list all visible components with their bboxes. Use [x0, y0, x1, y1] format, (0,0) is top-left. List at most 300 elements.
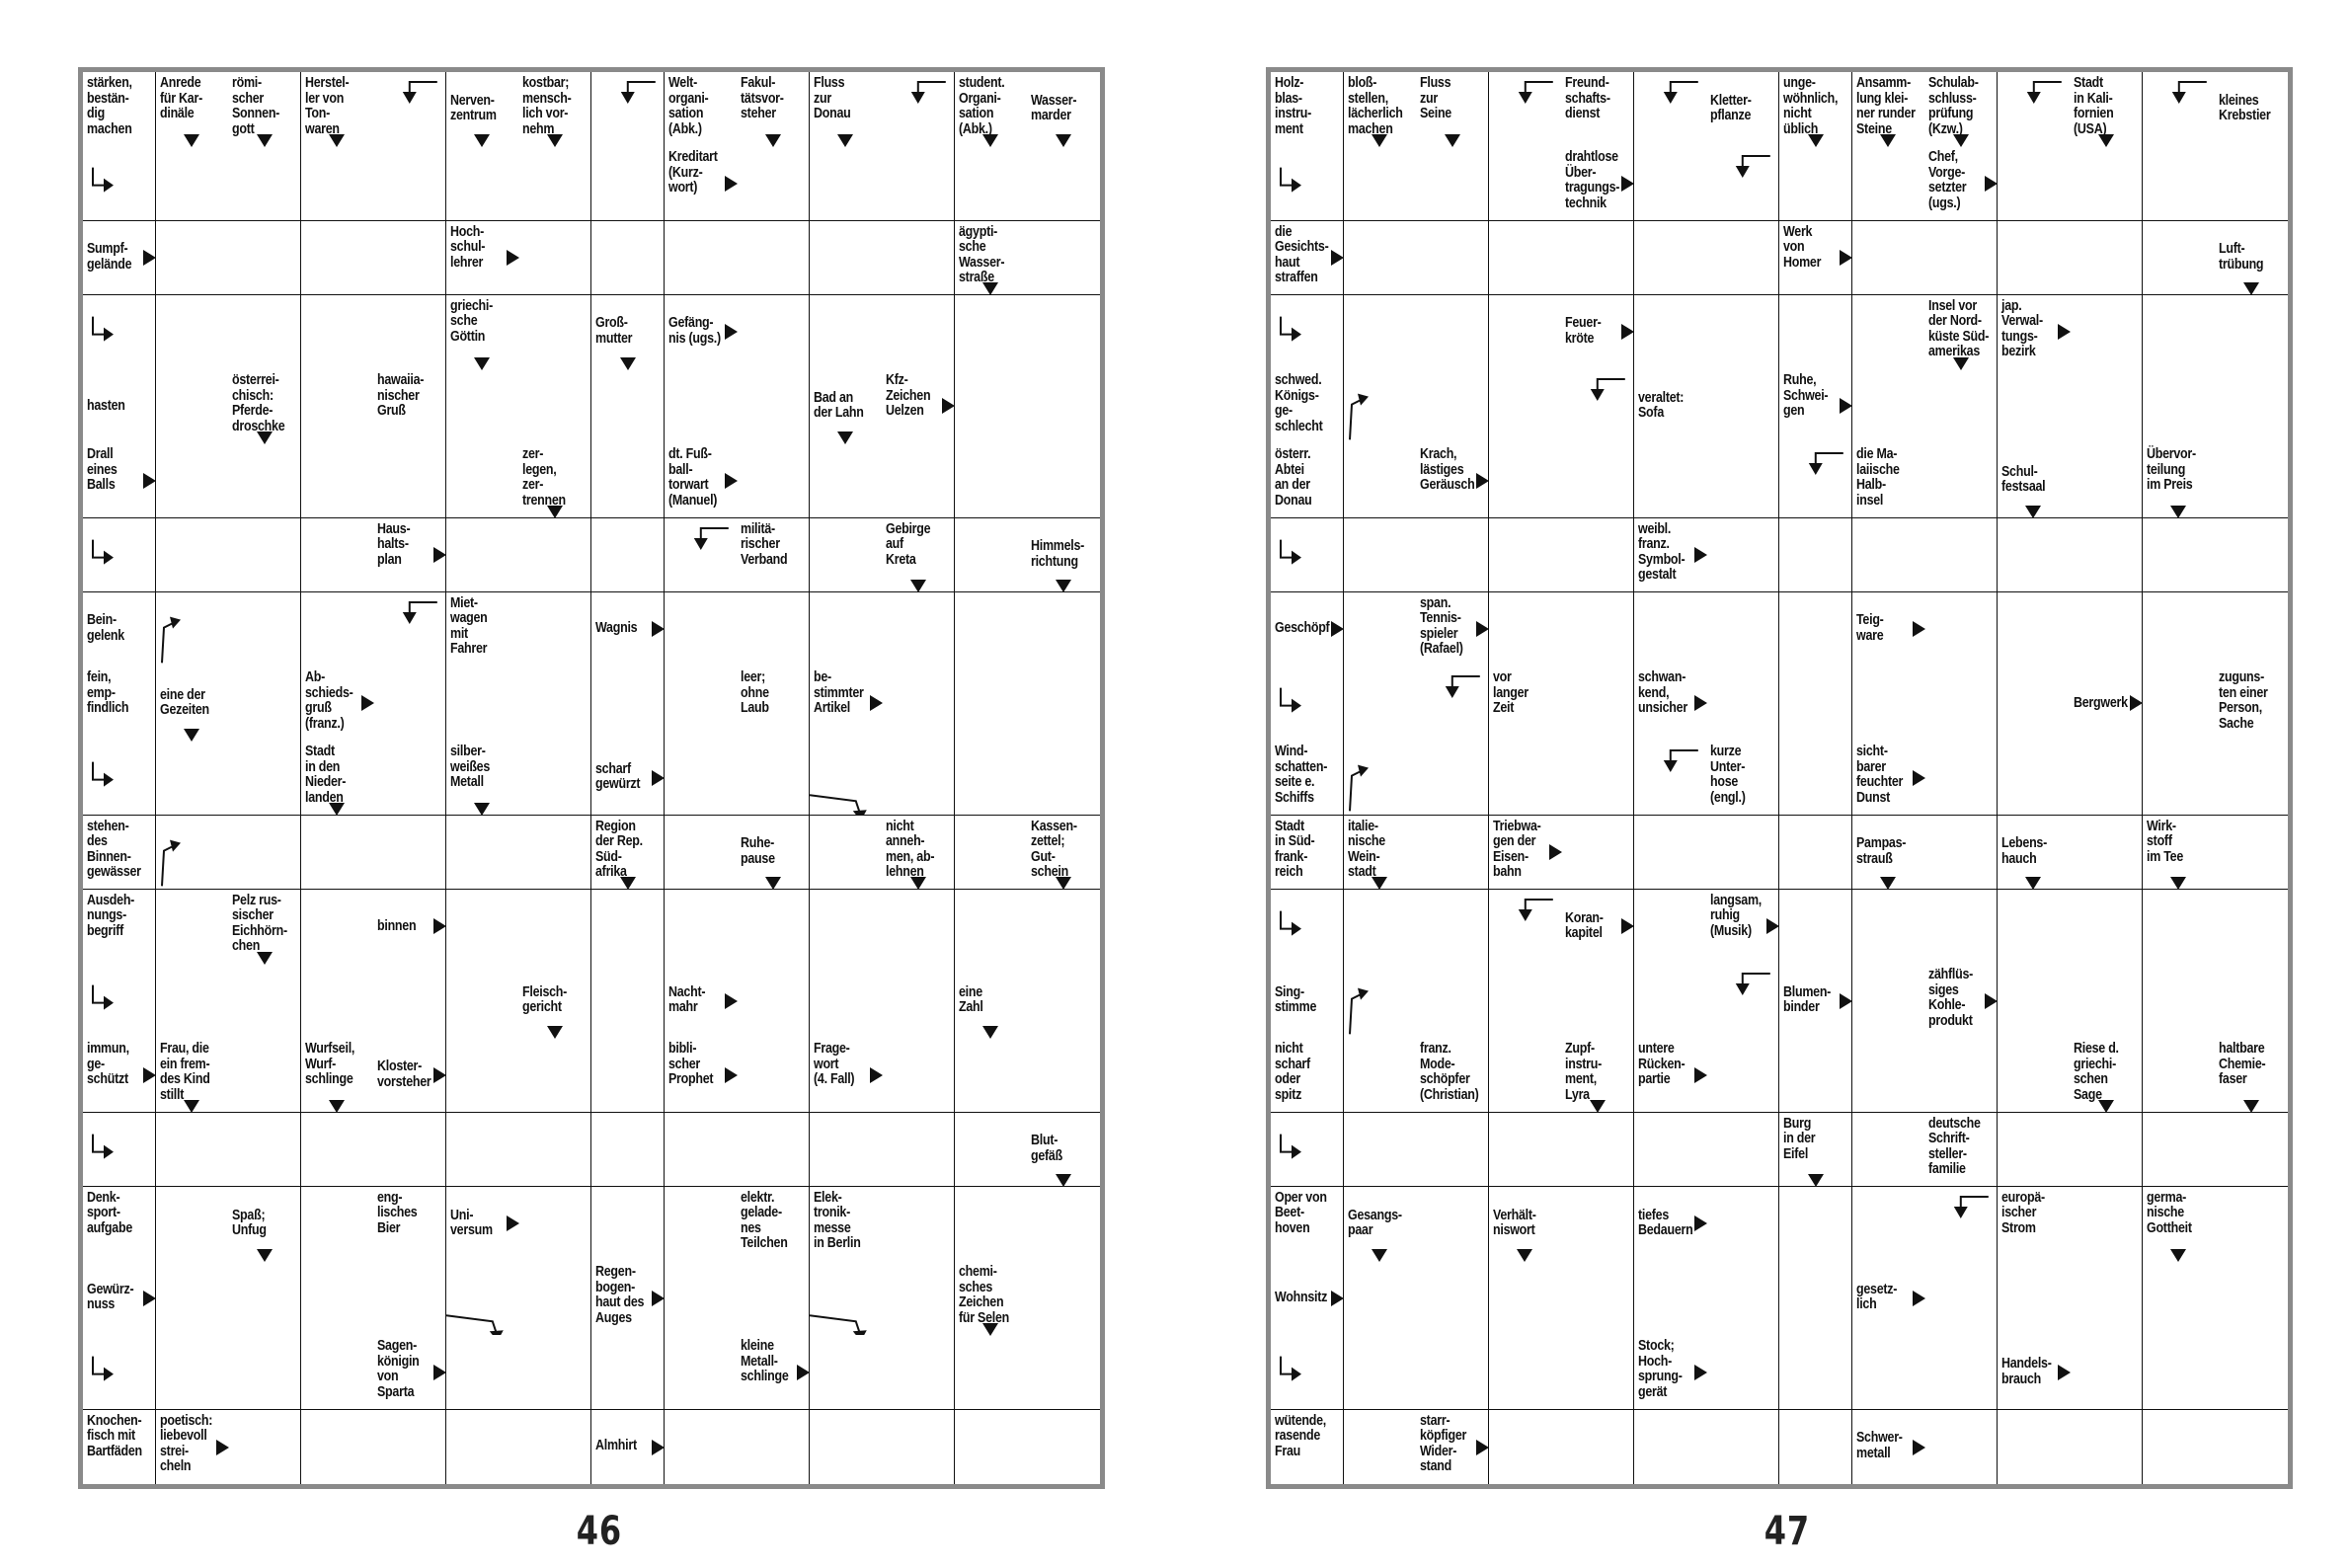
answer-cell[interactable]: [1852, 1038, 1925, 1113]
answer-cell[interactable]: [1634, 964, 1707, 1039]
answer-cell[interactable]: [228, 741, 301, 816]
answer-cell[interactable]: [2070, 816, 2143, 891]
answer-cell[interactable]: [591, 443, 665, 518]
answer-cell[interactable]: [156, 295, 229, 370]
answer-cell[interactable]: [1271, 295, 1344, 370]
answer-cell[interactable]: [2143, 1113, 2216, 1188]
answer-cell[interactable]: [665, 221, 738, 296]
answer-cell[interactable]: [446, 1261, 519, 1336]
answer-cell[interactable]: [1027, 1038, 1100, 1113]
answer-cell[interactable]: [955, 816, 1028, 891]
answer-cell[interactable]: [2143, 1335, 2216, 1410]
answer-cell[interactable]: [1998, 1113, 2071, 1188]
answer-cell[interactable]: [446, 1335, 519, 1410]
answer-cell[interactable]: [665, 1187, 738, 1262]
answer-cell[interactable]: [1779, 1410, 1852, 1485]
answer-cell[interactable]: [2070, 890, 2143, 965]
answer-cell[interactable]: [1924, 1261, 1998, 1336]
answer-cell[interactable]: [1489, 295, 1562, 370]
answer-cell[interactable]: [882, 146, 955, 221]
answer-cell[interactable]: [591, 518, 665, 593]
answer-cell[interactable]: [1489, 146, 1562, 221]
answer-cell[interactable]: [1271, 518, 1344, 593]
answer-cell[interactable]: [2143, 1261, 2216, 1336]
answer-cell[interactable]: [810, 1261, 883, 1336]
answer-cell[interactable]: [737, 890, 810, 965]
answer-cell[interactable]: [228, 443, 301, 518]
answer-cell[interactable]: [1852, 221, 1925, 296]
answer-cell[interactable]: [1998, 221, 2071, 296]
answer-cell[interactable]: [1852, 1113, 1925, 1188]
answer-cell[interactable]: [2143, 146, 2216, 221]
answer-cell[interactable]: [156, 890, 229, 965]
answer-cell[interactable]: [1779, 890, 1852, 965]
answer-cell[interactable]: [1271, 146, 1344, 221]
answer-cell[interactable]: [882, 221, 955, 296]
answer-cell[interactable]: [301, 1187, 374, 1262]
answer-cell[interactable]: [1634, 443, 1707, 518]
answer-cell[interactable]: [1998, 369, 2071, 444]
answer-cell[interactable]: [810, 741, 883, 816]
answer-cell[interactable]: [1706, 146, 1779, 221]
answer-cell[interactable]: [1706, 518, 1779, 593]
answer-cell[interactable]: [1634, 741, 1707, 816]
answer-cell[interactable]: [737, 1410, 810, 1485]
answer-cell[interactable]: [1489, 1335, 1562, 1410]
answer-cell[interactable]: [228, 816, 301, 891]
answer-cell[interactable]: [1998, 1410, 2071, 1485]
answer-cell[interactable]: [156, 592, 229, 667]
answer-cell[interactable]: [1416, 1261, 1489, 1336]
answer-cell[interactable]: [882, 666, 955, 742]
answer-cell[interactable]: [955, 369, 1028, 444]
answer-cell[interactable]: [665, 592, 738, 667]
answer-cell[interactable]: [665, 1410, 738, 1485]
answer-cell[interactable]: [1416, 1113, 1489, 1188]
answer-cell[interactable]: [1489, 1410, 1562, 1485]
answer-cell[interactable]: [373, 1113, 446, 1188]
answer-cell[interactable]: [1489, 592, 1562, 667]
answer-cell[interactable]: [1344, 1335, 1417, 1410]
answer-cell[interactable]: [373, 1261, 446, 1336]
answer-cell[interactable]: [882, 1335, 955, 1410]
answer-cell[interactable]: [591, 72, 665, 147]
answer-cell[interactable]: [737, 369, 810, 444]
answer-cell[interactable]: [1027, 443, 1100, 518]
answer-cell[interactable]: [2070, 1261, 2143, 1336]
answer-cell[interactable]: [1924, 666, 1998, 742]
answer-cell[interactable]: [373, 443, 446, 518]
answer-cell[interactable]: [955, 1335, 1028, 1410]
answer-cell[interactable]: [156, 1187, 229, 1262]
answer-cell[interactable]: [737, 221, 810, 296]
answer-cell[interactable]: [373, 146, 446, 221]
answer-cell[interactable]: [1027, 146, 1100, 221]
answer-cell[interactable]: [373, 741, 446, 816]
answer-cell[interactable]: [518, 146, 591, 221]
answer-cell[interactable]: [1271, 1335, 1344, 1410]
answer-cell[interactable]: [1924, 592, 1998, 667]
answer-cell[interactable]: [1998, 146, 2071, 221]
answer-cell[interactable]: [2143, 666, 2216, 742]
answer-cell[interactable]: [1998, 964, 2071, 1039]
answer-cell[interactable]: [2070, 221, 2143, 296]
answer-cell[interactable]: [1027, 890, 1100, 965]
answer-cell[interactable]: [955, 1187, 1028, 1262]
answer-cell[interactable]: [228, 295, 301, 370]
answer-cell[interactable]: [446, 816, 519, 891]
answer-cell[interactable]: [1924, 1335, 1998, 1410]
answer-cell[interactable]: [301, 1410, 374, 1485]
answer-cell[interactable]: [1344, 1038, 1417, 1113]
answer-cell[interactable]: [301, 295, 374, 370]
answer-cell[interactable]: [2070, 1335, 2143, 1410]
answer-cell[interactable]: [1634, 592, 1707, 667]
answer-cell[interactable]: [882, 295, 955, 370]
answer-cell[interactable]: [2215, 1261, 2288, 1336]
answer-cell[interactable]: [518, 369, 591, 444]
answer-cell[interactable]: [1344, 295, 1417, 370]
answer-cell[interactable]: [2070, 592, 2143, 667]
answer-cell[interactable]: [1561, 741, 1634, 816]
answer-cell[interactable]: [1852, 518, 1925, 593]
answer-cell[interactable]: [1489, 221, 1562, 296]
answer-cell[interactable]: [156, 1113, 229, 1188]
answer-cell[interactable]: [156, 443, 229, 518]
answer-cell[interactable]: [1027, 221, 1100, 296]
answer-cell[interactable]: [156, 964, 229, 1039]
answer-cell[interactable]: [518, 666, 591, 742]
answer-cell[interactable]: [665, 890, 738, 965]
answer-cell[interactable]: [665, 741, 738, 816]
answer-cell[interactable]: [1998, 592, 2071, 667]
answer-cell[interactable]: [591, 1335, 665, 1410]
answer-cell[interactable]: [1924, 890, 1998, 965]
answer-cell[interactable]: [2070, 369, 2143, 444]
answer-cell[interactable]: [301, 443, 374, 518]
answer-cell[interactable]: [2070, 741, 2143, 816]
answer-cell[interactable]: [1852, 1335, 1925, 1410]
answer-cell[interactable]: [156, 741, 229, 816]
answer-cell[interactable]: [518, 295, 591, 370]
answer-cell[interactable]: [737, 1038, 810, 1113]
answer-cell[interactable]: [2070, 146, 2143, 221]
answer-cell[interactable]: [1416, 741, 1489, 816]
answer-cell[interactable]: [228, 1038, 301, 1113]
answer-cell[interactable]: [810, 964, 883, 1039]
answer-cell[interactable]: [1561, 1187, 1634, 1262]
answer-cell[interactable]: [446, 1410, 519, 1485]
answer-cell[interactable]: [156, 1335, 229, 1410]
answer-cell[interactable]: [2143, 72, 2216, 147]
answer-cell[interactable]: [882, 592, 955, 667]
answer-cell[interactable]: [1027, 369, 1100, 444]
answer-cell[interactable]: [446, 518, 519, 593]
answer-cell[interactable]: [737, 1113, 810, 1188]
answer-cell[interactable]: [810, 890, 883, 965]
answer-cell[interactable]: [1561, 518, 1634, 593]
answer-cell[interactable]: [1344, 964, 1417, 1039]
answer-cell[interactable]: [882, 1261, 955, 1336]
answer-cell[interactable]: [518, 518, 591, 593]
answer-cell[interactable]: [1634, 295, 1707, 370]
answer-cell[interactable]: [1561, 1261, 1634, 1336]
answer-cell[interactable]: [228, 1261, 301, 1336]
answer-cell[interactable]: [1998, 1038, 2071, 1113]
answer-cell[interactable]: [1706, 816, 1779, 891]
answer-cell[interactable]: [737, 295, 810, 370]
answer-cell[interactable]: [665, 369, 738, 444]
answer-cell[interactable]: [882, 741, 955, 816]
answer-cell[interactable]: [1271, 890, 1344, 965]
answer-cell[interactable]: [737, 964, 810, 1039]
answer-cell[interactable]: [810, 1113, 883, 1188]
answer-cell[interactable]: [2215, 1113, 2288, 1188]
answer-cell[interactable]: [1489, 890, 1562, 965]
answer-cell[interactable]: [2215, 964, 2288, 1039]
answer-cell[interactable]: [301, 1261, 374, 1336]
answer-cell[interactable]: [1489, 518, 1562, 593]
answer-cell[interactable]: [156, 1261, 229, 1336]
answer-cell[interactable]: [1779, 146, 1852, 221]
answer-cell[interactable]: [373, 72, 446, 147]
answer-cell[interactable]: [1852, 1187, 1925, 1262]
answer-cell[interactable]: [810, 221, 883, 296]
answer-cell[interactable]: [2070, 443, 2143, 518]
answer-cell[interactable]: [518, 221, 591, 296]
answer-cell[interactable]: [1706, 295, 1779, 370]
answer-cell[interactable]: [518, 1187, 591, 1262]
answer-cell[interactable]: [1561, 221, 1634, 296]
answer-cell[interactable]: [1561, 1410, 1634, 1485]
answer-cell[interactable]: [518, 1113, 591, 1188]
answer-cell[interactable]: [810, 518, 883, 593]
answer-cell[interactable]: [518, 1335, 591, 1410]
answer-cell[interactable]: [1852, 666, 1925, 742]
answer-cell[interactable]: [737, 741, 810, 816]
answer-cell[interactable]: [1416, 1187, 1489, 1262]
answer-cell[interactable]: [810, 146, 883, 221]
answer-cell[interactable]: [2215, 592, 2288, 667]
answer-cell[interactable]: [2215, 741, 2288, 816]
answer-cell[interactable]: [301, 890, 374, 965]
answer-cell[interactable]: [156, 369, 229, 444]
answer-cell[interactable]: [2143, 741, 2216, 816]
answer-cell[interactable]: [1416, 890, 1489, 965]
answer-cell[interactable]: [882, 1410, 955, 1485]
answer-cell[interactable]: [1344, 369, 1417, 444]
answer-cell[interactable]: [955, 741, 1028, 816]
answer-cell[interactable]: [955, 1038, 1028, 1113]
answer-cell[interactable]: [1561, 443, 1634, 518]
answer-cell[interactable]: [1779, 443, 1852, 518]
answer-cell[interactable]: [2143, 890, 2216, 965]
answer-cell[interactable]: [1706, 1410, 1779, 1485]
answer-cell[interactable]: [1706, 1261, 1779, 1336]
answer-cell[interactable]: [2070, 1113, 2143, 1188]
answer-cell[interactable]: [1344, 890, 1417, 965]
answer-cell[interactable]: [2215, 1187, 2288, 1262]
answer-cell[interactable]: [1344, 146, 1417, 221]
answer-cell[interactable]: [518, 890, 591, 965]
answer-cell[interactable]: [83, 964, 156, 1039]
answer-cell[interactable]: [810, 592, 883, 667]
answer-cell[interactable]: [1779, 816, 1852, 891]
answer-cell[interactable]: [518, 1261, 591, 1336]
answer-cell[interactable]: [83, 295, 156, 370]
answer-cell[interactable]: [1027, 741, 1100, 816]
answer-cell[interactable]: [665, 1335, 738, 1410]
answer-cell[interactable]: [2143, 1038, 2216, 1113]
answer-cell[interactable]: [1561, 369, 1634, 444]
answer-cell[interactable]: [810, 816, 883, 891]
answer-cell[interactable]: [1924, 741, 1998, 816]
answer-cell[interactable]: [737, 443, 810, 518]
answer-cell[interactable]: [228, 221, 301, 296]
answer-cell[interactable]: [882, 964, 955, 1039]
answer-cell[interactable]: [373, 1410, 446, 1485]
answer-cell[interactable]: [1027, 1335, 1100, 1410]
answer-cell[interactable]: [1561, 1335, 1634, 1410]
answer-cell[interactable]: [2215, 518, 2288, 593]
answer-cell[interactable]: [1779, 666, 1852, 742]
answer-cell[interactable]: [955, 295, 1028, 370]
answer-cell[interactable]: [665, 518, 738, 593]
answer-cell[interactable]: [228, 518, 301, 593]
answer-cell[interactable]: [228, 1410, 301, 1485]
answer-cell[interactable]: [1634, 1261, 1707, 1336]
answer-cell[interactable]: [156, 518, 229, 593]
answer-cell[interactable]: [301, 146, 374, 221]
answer-cell[interactable]: [518, 592, 591, 667]
answer-cell[interactable]: [1344, 666, 1417, 742]
answer-cell[interactable]: [1706, 1038, 1779, 1113]
answer-cell[interactable]: [2215, 443, 2288, 518]
answer-cell[interactable]: [1706, 666, 1779, 742]
answer-cell[interactable]: [446, 443, 519, 518]
answer-cell[interactable]: [591, 890, 665, 965]
answer-cell[interactable]: [1344, 1261, 1417, 1336]
answer-cell[interactable]: [1998, 518, 2071, 593]
answer-cell[interactable]: [1561, 592, 1634, 667]
answer-cell[interactable]: [2143, 295, 2216, 370]
answer-cell[interactable]: [665, 1261, 738, 1336]
answer-cell[interactable]: [1706, 443, 1779, 518]
answer-cell[interactable]: [446, 890, 519, 965]
answer-cell[interactable]: [1634, 221, 1707, 296]
answer-cell[interactable]: [1779, 295, 1852, 370]
answer-cell[interactable]: [1924, 1410, 1998, 1485]
answer-cell[interactable]: [591, 221, 665, 296]
answer-cell[interactable]: [591, 146, 665, 221]
answer-cell[interactable]: [2070, 1410, 2143, 1485]
answer-cell[interactable]: [373, 592, 446, 667]
answer-cell[interactable]: [518, 1038, 591, 1113]
answer-cell[interactable]: [2070, 964, 2143, 1039]
answer-cell[interactable]: [1561, 964, 1634, 1039]
answer-cell[interactable]: [373, 964, 446, 1039]
answer-cell[interactable]: [1416, 1335, 1489, 1410]
answer-cell[interactable]: [1416, 146, 1489, 221]
answer-cell[interactable]: [1489, 1261, 1562, 1336]
answer-cell[interactable]: [1706, 1335, 1779, 1410]
answer-cell[interactable]: [1779, 592, 1852, 667]
answer-cell[interactable]: [737, 592, 810, 667]
answer-cell[interactable]: [518, 741, 591, 816]
answer-cell[interactable]: [1779, 1261, 1852, 1336]
answer-cell[interactable]: [301, 1335, 374, 1410]
answer-cell[interactable]: [591, 1038, 665, 1113]
answer-cell[interactable]: [665, 1113, 738, 1188]
answer-cell[interactable]: [2215, 295, 2288, 370]
answer-cell[interactable]: [1027, 295, 1100, 370]
answer-cell[interactable]: [1027, 666, 1100, 742]
answer-cell[interactable]: [1634, 816, 1707, 891]
answer-cell[interactable]: [2143, 592, 2216, 667]
answer-cell[interactable]: [1489, 443, 1562, 518]
answer-cell[interactable]: [1416, 221, 1489, 296]
answer-cell[interactable]: [1027, 592, 1100, 667]
answer-cell[interactable]: [446, 666, 519, 742]
answer-cell[interactable]: [2143, 221, 2216, 296]
answer-cell[interactable]: [373, 295, 446, 370]
answer-cell[interactable]: [228, 1335, 301, 1410]
answer-cell[interactable]: [228, 964, 301, 1039]
answer-cell[interactable]: [2143, 369, 2216, 444]
answer-cell[interactable]: [955, 890, 1028, 965]
answer-cell[interactable]: [2215, 890, 2288, 965]
answer-cell[interactable]: [2215, 1335, 2288, 1410]
answer-cell[interactable]: [1561, 816, 1634, 891]
answer-cell[interactable]: [1634, 1113, 1707, 1188]
answer-cell[interactable]: [810, 1410, 883, 1485]
answer-cell[interactable]: [1779, 1038, 1852, 1113]
answer-cell[interactable]: [301, 816, 374, 891]
answer-cell[interactable]: [955, 146, 1028, 221]
answer-cell[interactable]: [882, 1038, 955, 1113]
answer-cell[interactable]: [1634, 1410, 1707, 1485]
answer-cell[interactable]: [446, 1038, 519, 1113]
answer-cell[interactable]: [955, 592, 1028, 667]
answer-cell[interactable]: [882, 1187, 955, 1262]
answer-cell[interactable]: [737, 1261, 810, 1336]
answer-cell[interactable]: [810, 443, 883, 518]
answer-cell[interactable]: [1027, 1261, 1100, 1336]
answer-cell[interactable]: [1344, 1113, 1417, 1188]
answer-cell[interactable]: [1561, 666, 1634, 742]
answer-cell[interactable]: [1706, 964, 1779, 1039]
answer-cell[interactable]: [1344, 1410, 1417, 1485]
answer-cell[interactable]: [1271, 666, 1344, 742]
answer-cell[interactable]: [1489, 741, 1562, 816]
answer-cell[interactable]: [2215, 816, 2288, 891]
answer-cell[interactable]: [1489, 369, 1562, 444]
answer-cell[interactable]: [1998, 890, 2071, 965]
answer-cell[interactable]: [1489, 72, 1562, 147]
answer-cell[interactable]: [1416, 369, 1489, 444]
answer-cell[interactable]: [373, 221, 446, 296]
answer-cell[interactable]: [228, 592, 301, 667]
answer-cell[interactable]: [591, 369, 665, 444]
answer-cell[interactable]: [1344, 443, 1417, 518]
answer-cell[interactable]: [228, 1113, 301, 1188]
answer-cell[interactable]: [373, 816, 446, 891]
answer-cell[interactable]: [156, 816, 229, 891]
answer-cell[interactable]: [1924, 1038, 1998, 1113]
answer-cell[interactable]: [1344, 741, 1417, 816]
answer-cell[interactable]: [1706, 221, 1779, 296]
answer-cell[interactable]: [83, 518, 156, 593]
